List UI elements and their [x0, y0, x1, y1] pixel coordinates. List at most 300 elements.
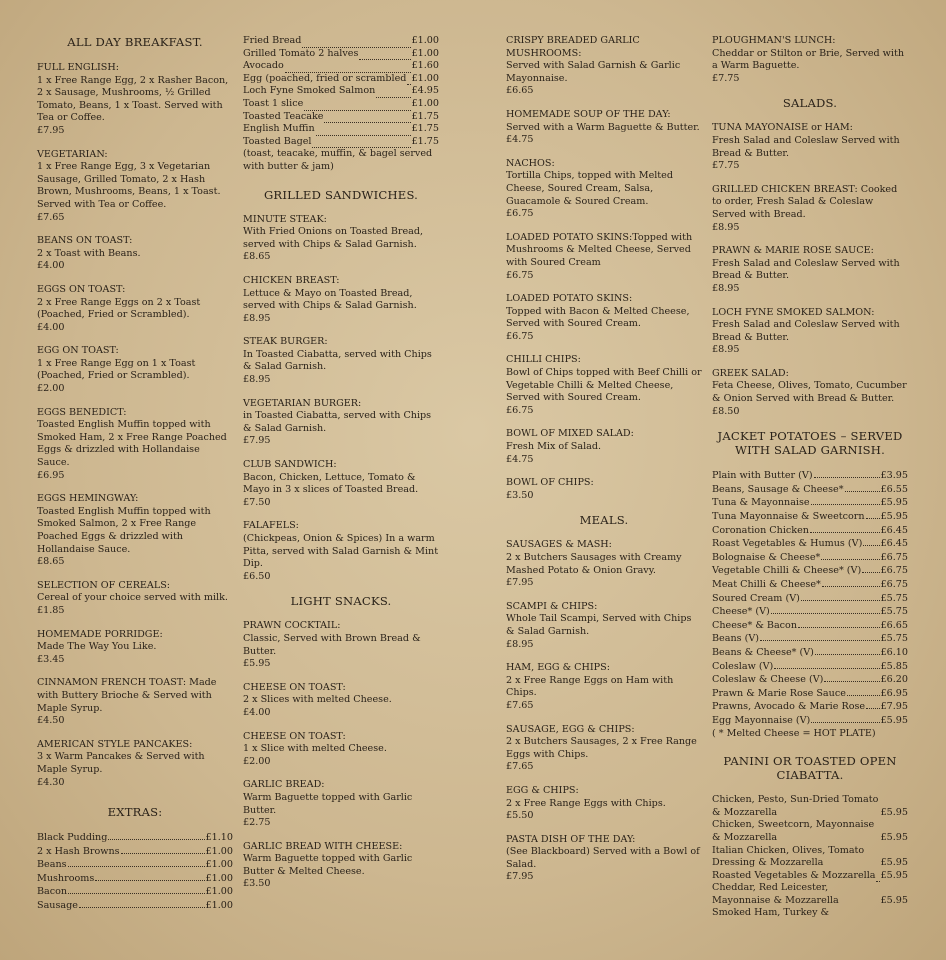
price-list-row — [712, 632, 908, 646]
price-list-name: Bolognaise & Cheese* — [712, 551, 821, 563]
section-heading-panini: PANINI OR TOASTED OPEN CIABATTA. — [723, 754, 897, 783]
price-list-row — [712, 483, 908, 497]
price-list-row — [712, 673, 908, 687]
menu-item-price: £1.85 — [37, 604, 65, 616]
menu-item-description: 2 x Slices with melted Cheese. — [243, 694, 392, 706]
menu-item-description: 2 x Butchers Sausages, 2 x Free Range Eggs with Chips. — [506, 736, 697, 760]
price-list-price: £6.20 — [880, 674, 908, 686]
dot-leader — [801, 592, 880, 601]
menu-item-description: Tortilla Chips, topped with Melted Cheese, Soured Cream, Salsa, Guacamole & Soured Cream. — [506, 170, 673, 207]
price-list-row — [243, 85, 439, 98]
menu-item-price: £3.45 — [37, 653, 65, 665]
section-heading-salads: SALADS. — [782, 96, 838, 111]
dot-leader — [811, 496, 880, 505]
dot-leader — [95, 872, 204, 881]
menu-item-price: £7.75 — [712, 160, 740, 172]
menu-item-description: Bacon, Chicken, Lettuce, Tomato & Mayo in 3 x slices of Toasted Bread. — [243, 471, 419, 496]
menu-item-description: 2 x Free Range Eggs on 2 x Toast (Poached, Fried or Scrambled). — [37, 296, 201, 321]
price-list-name: Beans (V) — [712, 633, 760, 645]
menu-item — [243, 520, 439, 583]
menu-item-title: LOADED POTATO SKINS: — [506, 293, 633, 305]
menu-item — [37, 62, 233, 138]
menu-item-title: CRISPY BREADED GARLIC MUSHROOMS: — [506, 35, 640, 59]
menu-item-description: Topped with Bacon & Melted Cheese, Served with Soured Cream. — [506, 305, 690, 330]
menu-item-price: £6.75 — [506, 330, 534, 342]
price-list-row — [243, 111, 439, 124]
price-list-price: £5.75 — [880, 592, 908, 604]
price-list-name: Roast Vegetables & Humus (V) — [712, 538, 863, 550]
price-list-name: Avocado — [243, 60, 284, 72]
price-list-price: £6.75 — [880, 565, 908, 577]
menu-item-title: HOMEMADE SOUP OF THE DAY: — [506, 108, 671, 120]
menu-item-price: £6.75 — [506, 208, 534, 220]
price-list-row — [712, 469, 908, 483]
menu-item — [506, 354, 702, 417]
menu-item-price: £8.50 — [712, 405, 740, 417]
dot-leader — [798, 619, 880, 628]
price-list-name: Toast 1 slice — [243, 97, 304, 109]
menu-item-description: Served with Salad Garnish & Garlic Mayonnaise. — [506, 60, 681, 84]
menu-item-title: PASTA DISH OF THE DAY: — [506, 833, 636, 845]
price-list-price: £6.10 — [880, 646, 908, 658]
menu-item-title: GREEK SALAD: — [712, 367, 789, 379]
menu-item-title: FULL ENGLISH: — [37, 62, 119, 73]
menu-item-description: 1 x Slice with melted Cheese. — [243, 743, 387, 755]
menu-item — [243, 731, 439, 769]
section-heading-meals: MEALS. — [579, 513, 629, 528]
menu-item-title: EGGS HEMINGWAY: — [37, 493, 139, 505]
menu-item-title: SCAMPI & CHIPS: — [506, 600, 598, 612]
menu-item — [506, 539, 702, 589]
price-list-name: Egg (poached, fried or scrambled — [243, 72, 407, 84]
menu-item-price: £6.50 — [243, 570, 271, 582]
price-list-price: £1.00 — [205, 886, 233, 898]
section-heading-jacket-potatoes: JACKET POTATOES – SERVED WITH SALAD GARNISH. — [717, 429, 903, 458]
menu-item-price: £4.00 — [243, 706, 271, 718]
menu-item-description: Cereal of your choice served with milk. — [37, 592, 228, 604]
price-list-price: £3.95 — [880, 470, 908, 482]
menu-item — [506, 662, 702, 712]
menu-item-title: LOADED POTATO SKINS:Topped with Mushrooms & Melted Cheese, Served with Soured Cream — [506, 231, 693, 268]
panini-list — [712, 794, 908, 907]
extras-list — [37, 831, 233, 913]
price-list-name: Bacon — [37, 886, 68, 898]
menu-item-title: STEAK BURGER: — [243, 336, 328, 348]
price-list-price: £4.95 — [411, 85, 439, 97]
menu-item-title: VEGETARIAN: — [37, 148, 108, 160]
dot-leader — [771, 605, 880, 614]
menu-item-description: Warm Baguette topped with Garlic Butter & Melted Cheese. — [243, 853, 413, 877]
menu-item-title: SELECTION OF CEREALS: — [37, 579, 171, 591]
menu-item-title: EGGS BENEDICT: — [37, 406, 127, 418]
price-list-price: £6.45 — [880, 524, 908, 536]
menu-item-price: £8.95 — [243, 374, 271, 386]
menu-item-description: Warm Baguette topped with Garlic Butter. — [243, 791, 413, 816]
dot-leader — [862, 564, 879, 573]
menu-item-title: CLUB SANDWICH: — [243, 459, 337, 471]
menu-item-description: Feta Cheese, Olives, Tomato, Cucumber & Onion Served with Bread & Butter. — [712, 380, 907, 405]
price-list-row — [712, 870, 908, 883]
dot-leader — [376, 89, 410, 98]
menu-item — [243, 214, 439, 264]
price-list-price: £5.95 — [880, 714, 908, 726]
dot-leader — [866, 700, 879, 709]
price-list-price: £1.75 — [411, 123, 439, 135]
dot-leader — [302, 39, 410, 48]
menu-item-title: PRAWN COCKTAIL: — [243, 620, 341, 632]
price-list-price: £6.65 — [880, 619, 908, 631]
menu-item-description: 2 x Toast with Beans. — [37, 247, 141, 259]
price-list-row — [712, 537, 908, 551]
menu-item — [243, 841, 439, 891]
menu-item-price: £8.65 — [37, 556, 65, 568]
menu-item-title: BOWL OF MIXED SALAD: — [506, 428, 634, 440]
menu-item — [243, 620, 439, 670]
menu-item-title: PRAWN & MARIE ROSE SAUCE: — [712, 245, 874, 257]
price-list-row — [243, 123, 439, 136]
menu-item-title: MINUTE STEAK: — [243, 213, 327, 225]
menu-item-title: NACHOS: — [506, 157, 555, 169]
light-snacks-list — [243, 620, 439, 891]
menu-item-description: Toasted English Muffin topped with Smoked Salmon, 2 x Free Range Poached Eggs & drizzled with Hollandaise Sauce. — [37, 505, 211, 555]
dot-leader — [824, 673, 879, 682]
menu-item-description: Bowl of Chips topped with Beef Chilli or Vegetable Chilli & Melted Cheese, Served with Soured Cream. — [506, 367, 702, 404]
price-list-name: Loch Fyne Smoked Salmon — [243, 85, 376, 97]
menu-item-description: With Fried Onions on Toasted Bread, served with Chips & Salad Garnish. — [243, 226, 424, 250]
price-list-name: Beans & Cheese* (V) — [712, 646, 814, 658]
menu-item-price: £7.95 — [506, 871, 534, 883]
price-list-row — [243, 98, 439, 111]
menu-item-title: EGG ON TOAST: — [37, 345, 119, 357]
price-list-row — [712, 660, 908, 674]
dot-leader — [814, 469, 880, 478]
menu-item-price: £4.00 — [37, 260, 65, 272]
dot-leader — [774, 660, 879, 669]
menu-item — [506, 477, 702, 502]
price-list-row — [712, 578, 908, 592]
menu-item — [37, 493, 233, 569]
menu-item — [37, 580, 233, 618]
menu-item-title: CINNAMON FRENCH TOAST: Made with Buttery Brioche & Served with Maple Syrup. — [37, 677, 217, 714]
menu-item-price: £7.95 — [243, 435, 271, 447]
menu-item — [37, 739, 233, 789]
price-list-price: £1.10 — [205, 832, 233, 844]
salads-list — [712, 122, 908, 418]
extras-list-continued — [243, 35, 439, 148]
price-list-name: Coronation Chicken — [712, 524, 809, 536]
menu-item-price: £5.50 — [506, 810, 534, 822]
extras-note: (toast, teacake, muffin, & bagel served with butter & jam) — [243, 148, 433, 172]
menu-item — [506, 35, 702, 98]
menu-item-description: In Toasted Ciabatta, served with Chips & Salad Garnish. — [243, 348, 432, 373]
price-list-price: £1.60 — [411, 60, 439, 72]
price-list-price: £7.95 — [880, 701, 908, 713]
price-list-name: Italian Chicken, Olives, Tomato Dressing & Mozzarella — [712, 844, 865, 869]
price-list-price: £1.00 — [205, 872, 233, 884]
menu-item — [37, 284, 233, 334]
dot-leader — [810, 524, 880, 533]
menu-item-title: GARLIC BREAD WITH CHEESE: — [243, 840, 403, 852]
menu-item-title: VEGETARIAN BURGER: — [243, 397, 362, 409]
menu-item — [243, 398, 439, 448]
menu-item-description: Fresh Salad and Coleslaw Served with Bread & Butter. — [712, 257, 900, 282]
price-list-row — [243, 136, 439, 149]
dot-leader — [68, 858, 205, 867]
menu-item — [506, 428, 702, 466]
ploughmans-section — [712, 35, 908, 85]
menu-item-price: £2.75 — [243, 817, 271, 829]
price-list-row — [37, 899, 233, 913]
menu-item-price: £4.75 — [506, 134, 534, 146]
menu-item — [37, 677, 233, 727]
menu-item-title: EGG & CHIPS: — [506, 784, 579, 796]
menu-item — [712, 307, 908, 357]
menu-item-title: GRILLED CHICKEN BREAST: Cooked to order, Fresh Salad & Coleslaw Served with Bread. — [712, 183, 898, 220]
price-list-name: Plain with Butter (V) — [712, 470, 813, 482]
jacket-note: ( * Melted Cheese = HOT PLATE) — [712, 727, 876, 739]
price-list-name: Vegetable Chilli & Cheese* (V) — [712, 565, 862, 577]
price-list-row — [712, 524, 908, 538]
price-list-name: Cheddar, Red Leicester, Mayonnaise & Mozzarella — [712, 882, 839, 906]
price-list-price: £5.95 — [880, 831, 908, 843]
menu-item-price: £4.00 — [37, 321, 65, 333]
menu-item-description: Classic, Served with Brown Bread & Butter. — [243, 632, 421, 657]
menu-item-title: CHEESE ON TOAST: — [243, 681, 346, 693]
price-list-name: Prawn & Marie Rose Sauce — [712, 687, 846, 699]
dot-leader — [845, 483, 880, 492]
panini-item-last: Smoked Ham, Turkey & — [712, 907, 830, 919]
price-list-price: £6.95 — [880, 687, 908, 699]
menu-item — [712, 368, 908, 418]
menu-item — [712, 122, 908, 172]
dot-leader — [866, 510, 880, 519]
menu-item — [506, 834, 702, 884]
menu-item-description: 2 x Free Range Eggs with Chips. — [506, 797, 666, 809]
price-list-name: Tuna Mayonnaise & Sweetcorn — [712, 511, 865, 523]
price-list-name: Beans, Sausage & Cheese* — [712, 483, 844, 495]
price-list-name: Black Pudding — [37, 832, 108, 844]
dot-leader — [815, 646, 880, 655]
price-list-price: £6.75 — [880, 579, 908, 590]
menu-item-description: 1 x Free Range Egg on 1 x Toast (Poached, Fried or Scrambled). — [37, 357, 196, 382]
menu-item — [506, 724, 702, 774]
menu-item — [37, 345, 233, 395]
price-list-price: £5.95 — [880, 857, 908, 869]
section-heading-grilled-sandwiches: GRILLED SANDWICHES. — [263, 187, 419, 202]
menu-item-price: £8.95 — [243, 312, 271, 324]
menu-item-price: £6.95 — [37, 469, 65, 481]
price-list-price: £6.45 — [880, 538, 908, 550]
price-list-name: Beans — [37, 859, 67, 871]
price-list-row — [712, 845, 908, 870]
price-list-name: Mushrooms — [37, 872, 95, 884]
menu-item — [37, 149, 233, 225]
dot-leader — [821, 551, 879, 560]
price-list-name: 2 x Hash Browns — [37, 845, 120, 857]
menu-item — [37, 235, 233, 273]
menu-item-description: Fresh Salad and Coleslaw Served with Bread & Butter. — [712, 319, 900, 343]
price-list-price: £1.00 — [411, 97, 439, 109]
price-list-name: Soured Cream (V) — [712, 592, 800, 604]
price-list-name: English Muffin — [243, 123, 315, 135]
price-list-row — [712, 496, 908, 510]
grilled-sandwiches-list — [243, 214, 439, 584]
price-list-row — [712, 794, 908, 819]
menu-item-title: SAUSAGES & MASH: — [506, 539, 612, 551]
menu-item — [506, 293, 702, 343]
menu-item-price: £4.30 — [37, 776, 65, 788]
menu-item-title: PLOUGHMAN'S LUNCH: — [712, 35, 836, 46]
menu-item-title: SAUSAGE, EGG & CHIPS: — [506, 723, 635, 735]
menu-item-price: £7.65 — [506, 699, 534, 711]
menu-item — [243, 682, 439, 720]
price-list-price: £6.75 — [880, 551, 908, 563]
dot-leader — [68, 885, 204, 894]
menu-item-description: Whole Tail Scampi, Served with Chips & Salad Garnish. — [506, 613, 692, 637]
dot-leader — [760, 632, 880, 641]
dot-leader — [108, 831, 204, 840]
price-list-price: £1.00 — [205, 859, 233, 871]
menu-item-price: £7.95 — [506, 577, 534, 589]
menu-item-description: 1 x Free Range Egg, 3 x Vegetarian Sausage, Grilled Tomato, 2 x Hash Brown, Mushrooms, Beans, 1 x Toast. Served with Tea or Coffee. — [37, 161, 221, 210]
price-list-row — [712, 700, 908, 714]
price-list-price: £1.00 — [205, 845, 233, 857]
menu-item-description: Lettuce & Mayo on Toasted Bread, served with Chips & Salad Garnish. — [243, 287, 417, 312]
price-list-price: £1.00 — [411, 35, 439, 46]
price-list-row — [712, 564, 908, 578]
dot-leader — [324, 114, 410, 123]
menu-item-title: CHILLI CHIPS: — [506, 354, 581, 366]
dot-leader — [304, 102, 410, 111]
section-heading-all-day-breakfast: ALL DAY BREAKFAST. — [67, 35, 203, 49]
menu-item — [506, 109, 702, 147]
menu-item — [506, 601, 702, 651]
menu-item-description: Made The Way You Like. — [37, 641, 157, 653]
menu-column-3 — [506, 35, 702, 895]
menu-item-price: £4.50 — [37, 715, 65, 727]
menu-item-price: £6.75 — [506, 404, 534, 416]
starters-list — [506, 35, 702, 502]
menu-item-title: CHICKEN BREAST: — [243, 274, 340, 286]
menu-item-price: £7.95 — [37, 124, 65, 136]
menu-item — [243, 459, 439, 509]
menu-item-description: Fresh Salad and Coleslaw Served with Bread & Butter. — [712, 134, 900, 159]
price-list-row — [243, 35, 439, 48]
price-list-name: Tuna & Mayonnaise — [712, 497, 810, 509]
breakfast-list — [37, 62, 233, 789]
price-list-name: Grilled Tomato 2 halves — [243, 47, 359, 59]
price-list-row — [712, 687, 908, 701]
price-list-name: Toasted Bagel — [243, 135, 312, 147]
dot-leader — [822, 578, 880, 587]
price-list-name: Cheese* & Bacon — [712, 619, 798, 631]
price-list-price: £5.75 — [880, 633, 908, 645]
dot-leader — [876, 873, 879, 882]
meals-list — [506, 539, 702, 884]
price-list-price: £1.00 — [411, 47, 439, 59]
price-list-row — [37, 858, 233, 872]
price-list-name: Sausage — [37, 900, 78, 912]
menu-item — [37, 407, 233, 483]
menu-item-price: £4.75 — [506, 453, 534, 465]
menu-item-title: EGGS ON TOAST: — [37, 283, 126, 295]
price-list-price: £5.75 — [880, 606, 908, 618]
menu-item-title: HAM, EGG & CHIPS: — [506, 662, 610, 674]
menu-item-title: CHEESE ON TOAST: — [243, 730, 346, 742]
menu-item — [243, 336, 439, 386]
price-list-row — [712, 646, 908, 660]
menu-item-description: Served with a Warm Baguette & Butter. — [506, 121, 700, 133]
dot-leader — [285, 64, 411, 73]
menu-item — [243, 779, 439, 829]
dot-leader — [316, 127, 411, 136]
price-list-price: £6.55 — [880, 483, 908, 495]
menu-item-description: 3 x Warm Pancakes & Served with Maple Syrup. — [37, 751, 205, 775]
menu-item — [506, 232, 702, 282]
menu-item-description: 1 x Free Range Egg, 2 x Rasher Bacon, 2 x Sausage, Mushrooms, ½ Grilled Tomato, Beans, 1 x Toast. Served with Tea or Coffee. — [37, 74, 229, 124]
menu-item-title: FALAFELS: — [243, 520, 299, 532]
menu-item-price: £8.95 — [712, 221, 740, 233]
section-heading-extras: EXTRAS: — [107, 805, 163, 820]
price-list-name: Coleslaw & Cheese (V) — [712, 674, 824, 686]
price-list-row — [712, 592, 908, 606]
dot-leader — [121, 845, 205, 854]
menu-item-title: BOWL OF CHIPS: — [506, 477, 594, 489]
menu-item-price: £6.75 — [506, 269, 534, 281]
menu-item-price: £8.95 — [712, 282, 740, 294]
dot-leader — [79, 899, 205, 908]
price-list-name: Coleslaw (V) — [712, 660, 774, 672]
menu-item-price: £7.65 — [506, 761, 534, 773]
dot-leader — [359, 51, 410, 60]
price-list-price: £5.95 — [880, 894, 908, 906]
menu-item-price: £7.65 — [37, 211, 65, 223]
price-list-price: £1.75 — [411, 135, 439, 147]
menu-item-description: 2 x Free Range Eggs on Ham with Chips. — [506, 674, 674, 699]
menu-item-title: AMERICAN STYLE PANCAKES: — [37, 738, 193, 750]
price-list-row — [243, 73, 439, 86]
menu-item — [506, 158, 702, 221]
price-list-name: Egg Mayonnaise (V) — [712, 714, 811, 726]
menu-item-title: BEANS ON TOAST: — [37, 235, 133, 247]
menu-item-price: £8.95 — [712, 344, 740, 356]
price-list-price: £5.95 — [880, 511, 908, 523]
price-list-name: Cheese* (V) — [712, 606, 770, 618]
menu-item — [712, 35, 908, 85]
menu-column-1 — [37, 35, 233, 913]
price-list-row — [712, 605, 908, 619]
menu-item-title: TUNA MAYONAISE or HAM: — [712, 122, 853, 134]
price-list-row — [712, 551, 908, 565]
price-list-price: £5.95 — [880, 806, 908, 818]
price-list-price: £5.95 — [880, 497, 908, 509]
menu-item-title: GARLIC BREAD: — [243, 779, 325, 791]
price-list-name: Meat Chilli & Cheese* — [712, 579, 821, 590]
menu-item — [712, 245, 908, 295]
menu-item-price: £2.00 — [37, 383, 65, 395]
menu-item-price: £6.65 — [506, 85, 534, 97]
menu-item-title: HOMEMADE PORRIDGE: — [37, 628, 163, 640]
price-list-name: Prawns, Avocado & Marie Rose — [712, 701, 866, 713]
price-list-row — [37, 845, 233, 859]
dot-leader — [407, 76, 410, 85]
menu-item-description: in Toasted Ciabatta, served with Chips & Salad Garnish. — [243, 410, 432, 434]
menu-item-price: £3.50 — [243, 878, 271, 890]
price-list-name: Fried Bread — [243, 35, 302, 46]
menu-item-price: £8.95 — [506, 638, 534, 650]
menu-item-description: Toasted English Muffin topped with Smoked Ham, 2 x Free Range Poached Eggs & drizzled with Hollandaise Sauce. — [37, 419, 227, 469]
menu-item — [37, 629, 233, 667]
